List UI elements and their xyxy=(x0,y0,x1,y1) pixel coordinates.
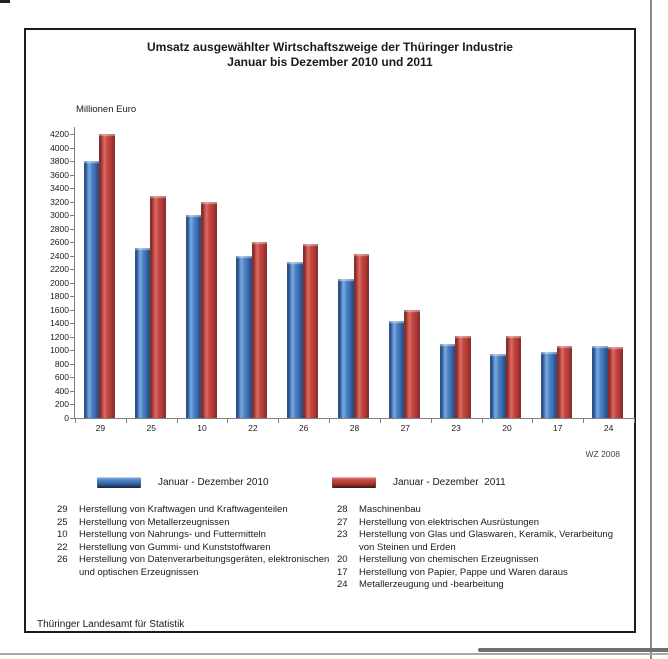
y-axis-tick xyxy=(70,202,75,203)
bar-2010-wz23 xyxy=(440,344,456,418)
y-axis-tick-label: 4200 xyxy=(50,129,69,139)
x-axis-category-label: 27 xyxy=(400,423,411,433)
sector-code: 29 xyxy=(57,504,68,515)
x-axis-boundary-tick xyxy=(380,419,381,423)
x-axis-boundary-tick xyxy=(482,419,483,423)
sector-item-wz29 xyxy=(57,504,335,517)
sector-label: Herstellung von Glas und Glaswaren, Keramik, Verarbeitung von Steinen und Erden xyxy=(359,529,613,553)
window-bottom-edge xyxy=(0,653,668,655)
sector-code: 27 xyxy=(337,516,348,528)
y-axis-tick xyxy=(70,188,75,189)
sector-code: 24 xyxy=(337,579,348,590)
x-axis-boundary-tick xyxy=(329,419,330,423)
sector-item-wz17 xyxy=(337,567,629,580)
y-axis-tick-label: 600 xyxy=(54,372,69,383)
sector-label: Maschinenbau xyxy=(359,504,421,515)
x-axis-category-label: 24 xyxy=(603,423,614,433)
window-corner-fragment xyxy=(0,0,10,3)
sector-code: 10 xyxy=(57,529,68,540)
y-axis-tick xyxy=(70,391,75,392)
x-axis-boundary-tick xyxy=(278,419,279,423)
y-axis-tick xyxy=(70,148,75,149)
y-axis-unit-label: Millionen Euro xyxy=(76,104,137,115)
y-axis-tick-label: 1800 xyxy=(50,291,69,302)
sector-item-wz22 xyxy=(57,542,335,555)
sector-item-wz27 xyxy=(337,517,629,530)
sector-code: 23 xyxy=(337,529,348,540)
y-axis-tick-label: 1600 xyxy=(50,304,69,315)
bar-2011-wz27 xyxy=(404,310,420,418)
y-axis-tick-label: 3800 xyxy=(50,156,69,167)
x-axis-category-label: 25 xyxy=(146,423,156,433)
y-axis-tick-label: 2600 xyxy=(50,237,69,248)
sector-item-wz24 xyxy=(337,579,629,592)
x-axis-category-label: 22 xyxy=(248,423,258,433)
chart-title-line1: Umsatz ausgewählter Wirtschaftszweige der Thüringer Industrie xyxy=(147,40,513,54)
chart-frame xyxy=(24,28,636,633)
sector-label: Metallerzeugung und -bearbeitung xyxy=(359,579,504,590)
bar-2011-wz24 xyxy=(608,347,624,418)
legend-swatch-2011-icon xyxy=(332,477,376,488)
y-axis-tick xyxy=(70,296,75,297)
y-axis-tick-label: 1400 xyxy=(50,318,69,329)
y-axis-tick-label: 2800 xyxy=(50,223,69,234)
sector-code: 28 xyxy=(337,504,348,515)
sector-label: Herstellung von chemischen Erzeugnissen xyxy=(359,554,539,565)
window-bottom-edge-segment xyxy=(478,648,668,652)
y-axis-tick xyxy=(70,350,75,351)
x-axis-boundary-tick xyxy=(177,419,178,423)
classification-note: WZ 2008 xyxy=(585,449,620,459)
x-axis-boundary-tick xyxy=(75,419,76,423)
y-axis-tick-label: 200 xyxy=(54,399,69,410)
y-axis-tick-label: 1200 xyxy=(50,331,69,342)
x-axis-boundary-tick xyxy=(227,419,228,423)
sector-item-wz26 xyxy=(57,554,335,579)
x-axis-boundary-tick xyxy=(532,419,533,423)
sector-item-wz23 xyxy=(337,529,629,554)
legend-label-2011: Januar - Dezember 2011 xyxy=(393,477,506,488)
y-axis-tick xyxy=(70,269,75,270)
y-axis-tick xyxy=(70,283,75,284)
x-axis-category-label: 20 xyxy=(502,423,512,433)
sector-code-list-right xyxy=(337,504,629,592)
bar-2011-wz23 xyxy=(455,336,471,418)
source-footer: Thüringer Landesamt für Statistik xyxy=(37,619,185,630)
x-axis-boundary-tick xyxy=(126,419,127,423)
chart-legend xyxy=(26,477,634,495)
x-axis-line xyxy=(74,418,635,419)
legend-label-2010: Januar - Dezember 2010 xyxy=(158,477,269,488)
bar-2011-wz17 xyxy=(557,346,573,418)
x-axis-boundary-tick xyxy=(583,419,584,423)
sector-label: Herstellung von Papier, Pappe und Waren daraus xyxy=(359,566,568,578)
y-axis-tick xyxy=(70,404,75,405)
bar-2011-wz10 xyxy=(201,202,217,418)
sector-label: Herstellung von Gummi- und Kunststoffwaren xyxy=(79,541,271,553)
y-axis-tick-label: 4000 xyxy=(50,142,69,153)
y-axis-tick xyxy=(70,256,75,257)
bar-2010-wz17 xyxy=(541,352,557,418)
y-axis-tick-label: 800 xyxy=(54,358,69,369)
x-axis-category-label: 17 xyxy=(553,423,563,433)
x-axis-category-label: 23 xyxy=(451,423,461,433)
y-axis-tick xyxy=(70,229,75,230)
sector-label: Herstellung von Metallerzeugnissen xyxy=(79,516,230,528)
y-axis-tick xyxy=(70,337,75,338)
sector-code: 26 xyxy=(57,554,68,565)
y-axis-tick xyxy=(70,134,75,135)
y-axis-tick-label: 0 xyxy=(64,413,69,423)
sector-code: 25 xyxy=(57,516,68,528)
x-axis-category-label: 26 xyxy=(298,423,309,433)
y-axis-tick xyxy=(70,161,75,162)
sector-item-wz28 xyxy=(337,504,629,517)
x-axis-boundary-tick xyxy=(431,419,432,423)
y-axis-tick-label: 2000 xyxy=(50,277,69,288)
bar-2010-wz10 xyxy=(186,215,202,418)
y-axis-tick-label: 400 xyxy=(54,385,69,396)
y-axis-tick xyxy=(70,323,75,324)
y-axis-tick xyxy=(70,364,75,365)
y-axis-tick-label: 3200 xyxy=(50,196,69,207)
sector-code: 20 xyxy=(337,554,348,565)
bar-2011-wz26 xyxy=(303,244,319,418)
sector-item-wz25 xyxy=(57,517,335,530)
bar-2010-wz26 xyxy=(287,262,303,418)
x-axis-boundary-tick xyxy=(634,419,635,423)
sector-code: 22 xyxy=(57,541,68,553)
y-axis-tick-label: 3000 xyxy=(50,210,69,221)
bar-2010-wz24 xyxy=(592,346,608,418)
y-axis-tick-label: 2200 xyxy=(50,264,69,275)
legend-item-2011 xyxy=(332,477,506,488)
sector-label: Herstellung von Kraftwagen und Kraftwagenteilen xyxy=(79,504,288,515)
y-axis-tick xyxy=(70,377,75,378)
bar-2010-wz20 xyxy=(490,354,506,418)
bar-2010-wz29 xyxy=(84,161,100,418)
legend-swatch-2010-icon xyxy=(97,477,141,488)
sector-item-wz10 xyxy=(57,529,335,542)
window-right-edge xyxy=(650,0,652,659)
bar-2011-wz22 xyxy=(252,242,268,418)
bar-2010-wz22 xyxy=(236,256,252,418)
x-axis-category-label: 10 xyxy=(197,423,207,433)
sector-code: 17 xyxy=(337,566,348,578)
bar-2010-wz27 xyxy=(389,321,405,418)
legend-item-2010 xyxy=(97,477,269,488)
x-axis-category-label: 29 xyxy=(95,423,106,433)
chart-title-line2: Januar bis Dezember 2010 und 2011 xyxy=(227,55,433,69)
sector-label: Herstellung von Nahrungs- und Futtermitteln xyxy=(79,529,266,540)
y-axis-tick xyxy=(70,215,75,216)
chart-title xyxy=(26,40,634,70)
x-axis-category-label: 28 xyxy=(349,423,360,433)
y-axis-tick-label: 3600 xyxy=(50,169,69,180)
bar-2011-wz28 xyxy=(354,254,370,418)
sector-label: Herstellung von elektrischen Ausrüstungen xyxy=(359,516,540,528)
bar-2011-wz20 xyxy=(506,336,522,418)
y-axis-tick xyxy=(70,242,75,243)
sector-item-wz20 xyxy=(337,554,629,567)
plot-area xyxy=(50,129,634,433)
sector-label: Herstellung von Datenverarbeitungsgeräten, elektronischen und optischen Erzeugnissen xyxy=(79,554,330,578)
y-axis-tick xyxy=(70,310,75,311)
y-axis-tick-label: 3400 xyxy=(50,183,69,194)
y-axis-line xyxy=(74,127,75,419)
y-axis-tick xyxy=(70,175,75,176)
y-axis-tick-label: 2400 xyxy=(50,250,69,261)
bar-2010-wz28 xyxy=(338,279,354,418)
bar-2011-wz29 xyxy=(99,134,115,418)
bar-2010-wz25 xyxy=(135,248,151,418)
bar-2011-wz25 xyxy=(150,196,166,418)
sector-code-list-left xyxy=(57,504,335,579)
y-axis-tick-label: 1000 xyxy=(50,345,69,356)
